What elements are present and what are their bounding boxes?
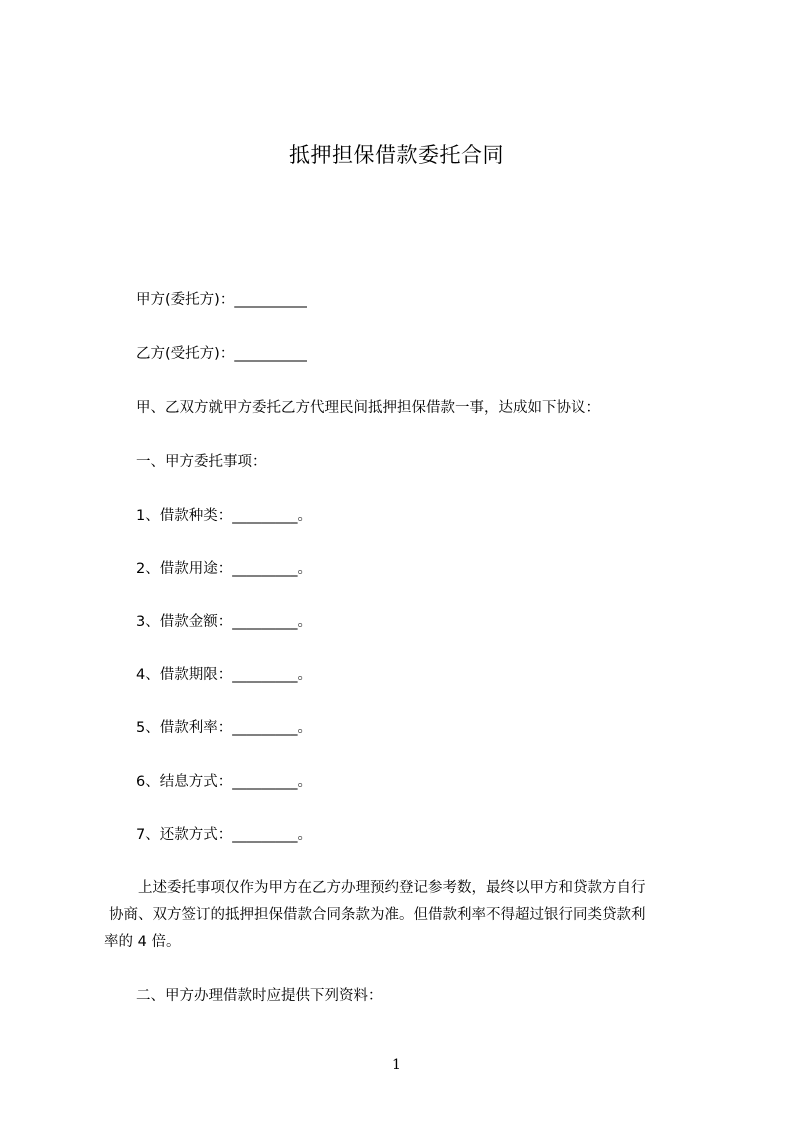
note-paragraph [104,875,698,956]
item-loan-rate: 5、借款利率：_________。 [136,720,312,736]
party-a-line: 甲方(委托方)：__________ [136,292,307,308]
note-line-1: 上述委托事项仅作为甲方在乙方办理预约登记参考数，最终以甲方和贷款方自行 [138,880,646,896]
item-loan-amount: 3、借款金额：_________。 [136,614,312,630]
item-repayment-method: 7、还款方式：_________。 [136,827,312,843]
item-loan-purpose: 2、借款用途：_________。 [136,561,312,577]
item-loan-type: 1、借款种类：_________。 [136,508,312,524]
party-b-line: 乙方(受托方)：__________ [136,346,307,362]
note-line-2: 协商、双方签订的抵押担保借款合同条款为准。但借款利率不得超过银行同类贷款利 [109,907,646,923]
section-2-heading: 二、甲方办理借款时应提供下列资料： [136,988,383,1004]
document-title: 抵押担保借款委托合同 [289,143,504,167]
item-interest-method: 6、结息方式：_________。 [136,774,312,790]
intro-paragraph: 甲、乙双方就甲方委托乙方代理民间抵押担保借款一事，达成如下协议： [136,400,600,416]
page-number: 1 [392,1057,401,1073]
section-1-heading: 一、甲方委托事项： [136,454,267,470]
note-line-3: 率的 4 倍。 [104,934,181,950]
item-loan-term: 4、借款期限：_________。 [136,667,312,683]
